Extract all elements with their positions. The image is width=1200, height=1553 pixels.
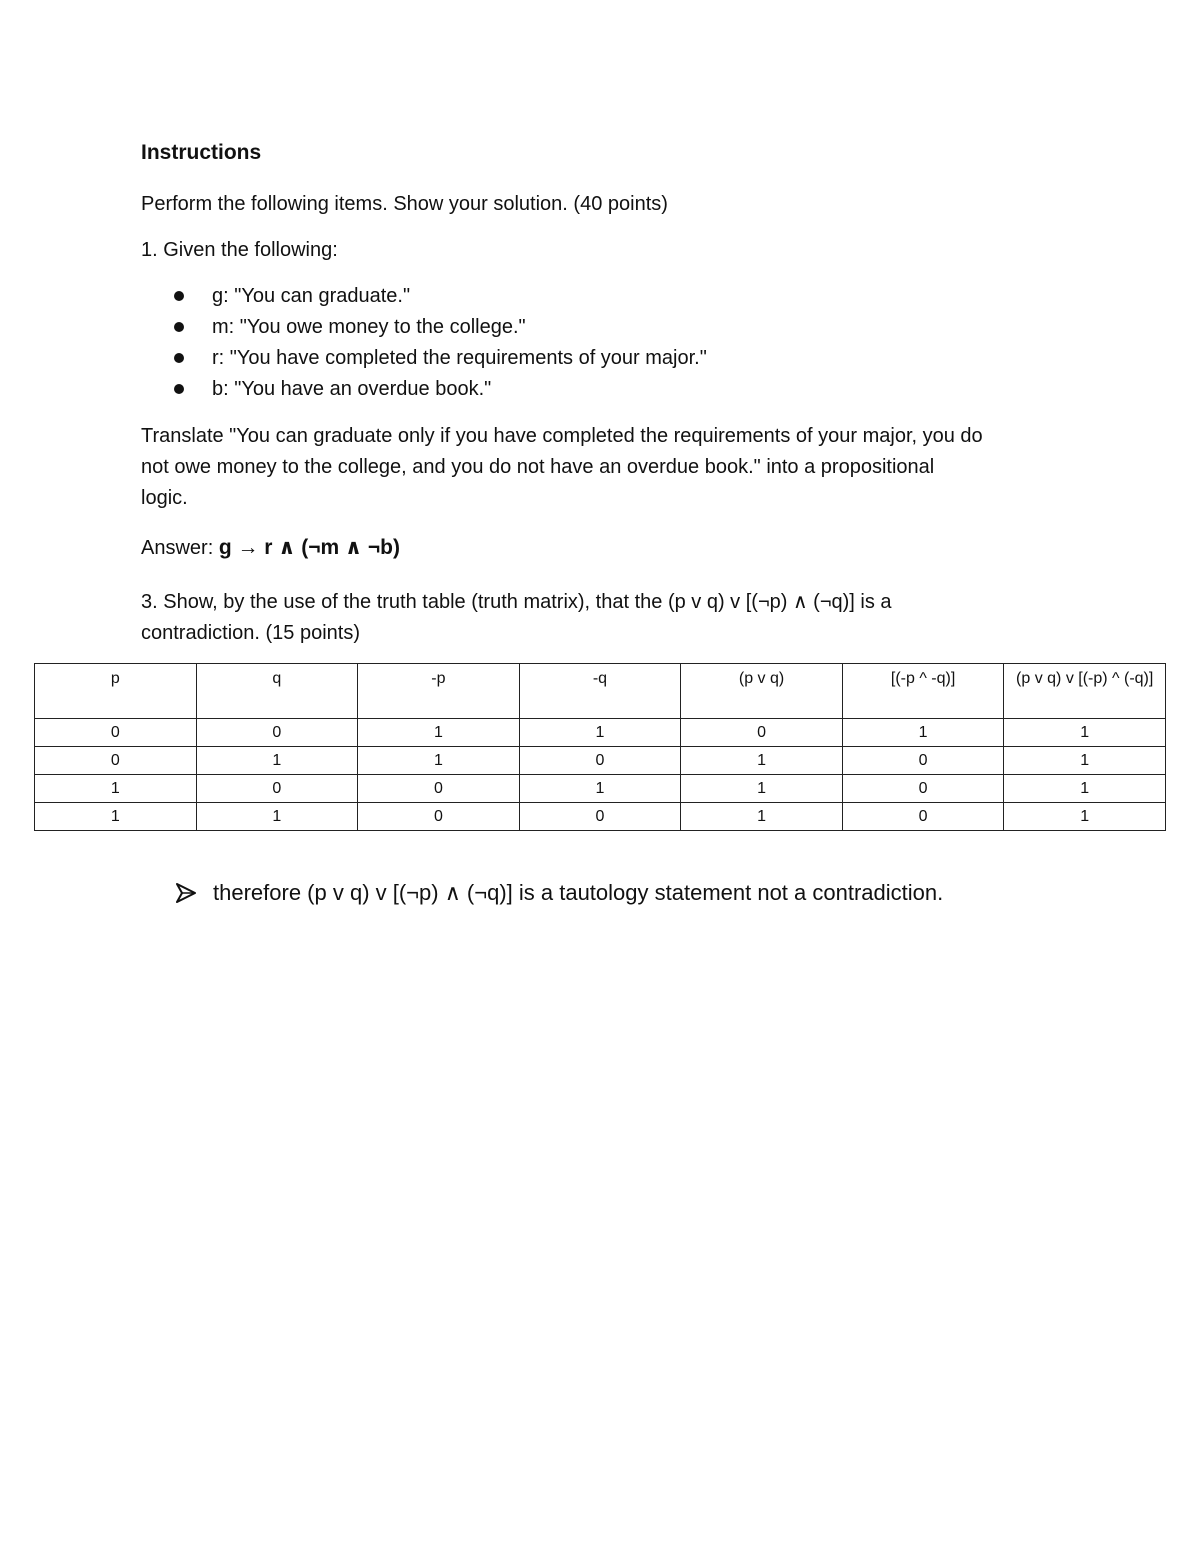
definitions-list [141,281,707,405]
table-cell: 0 [196,775,358,803]
list-item [141,312,707,343]
translate-line: Translate "You can graduate only if you have completed the requirements of your major, you do [141,425,983,447]
table-cell: 0 [358,803,520,831]
bullet-dot-icon [174,384,184,394]
truth-table [34,663,1166,831]
table-cell: 0 [842,747,1004,775]
table-cell: 1 [1004,775,1166,803]
column-header: -q [519,664,681,719]
table-cell: 0 [681,719,843,747]
table-cell: 0 [35,747,197,775]
bullet-dot-icon [174,353,184,363]
conclusion-line [175,878,943,908]
answer-label: Answer: [141,537,219,559]
definition-text: b: "You have an overdue book." [212,378,492,400]
table-cell: 0 [519,803,681,831]
list-item [141,343,707,374]
question-3-paragraph [141,587,1001,649]
column-header: (p v q) v [(-p) ^ (-q)] [1004,664,1166,719]
table-cell: 1 [358,719,520,747]
table-row [35,719,1166,747]
table-cell: 1 [842,719,1004,747]
table-cell: 1 [1004,803,1166,831]
table-cell: 1 [519,719,681,747]
conclusion-text: therefore (p v q) v [(¬p) ∧ (¬q)] is a tautology statement not a contradiction. [213,880,944,905]
table-cell: 1 [1004,719,1166,747]
table-row [35,775,1166,803]
table-cell: 1 [196,803,358,831]
table-cell: 1 [681,775,843,803]
question-3-line: contradiction. (15 points) [141,622,361,644]
table-cell: 0 [519,747,681,775]
arrowhead-bullet-icon [175,882,197,904]
column-header: -p [358,664,520,719]
table-cell: 1 [35,803,197,831]
table-cell: 1 [681,803,843,831]
table-cell: 1 [1004,747,1166,775]
bullet-dot-icon [174,322,184,332]
column-header: q [196,664,358,719]
item-1-label: 1. Given the following: [141,239,338,261]
answer-line [141,532,400,564]
table-cell: 1 [681,747,843,775]
answer-formula: g → r ∧ (¬m ∧ ¬b) [218,536,400,559]
table-cell: 0 [358,775,520,803]
table-header-row [35,664,1166,719]
column-header: [(-p ^ -q)] [842,664,1004,719]
list-item [141,281,707,312]
table-cell: 0 [35,719,197,747]
column-header: p [35,664,197,719]
column-header: (p v q) [681,664,843,719]
table-cell: 0 [196,719,358,747]
intro-text: Perform the following items. Show your solution. (40 points) [141,193,668,215]
question-3-line: 3. Show, by the use of the truth table (truth matrix), that the (p v q) v [(¬p) ∧ (¬q)] is a [141,591,892,613]
table-row [35,803,1166,831]
list-item [141,374,707,405]
table-row [35,747,1166,775]
table-cell: 1 [519,775,681,803]
table-cell: 0 [842,803,1004,831]
table-cell: 1 [358,747,520,775]
table-cell: 1 [196,747,358,775]
definition-text: r: "You have completed the requirements of your major." [212,347,707,369]
translate-line: not owe money to the college, and you do not have an overdue book." into a propositional [141,456,935,478]
definition-text: g: "You can graduate." [212,285,411,307]
table-cell: 0 [842,775,1004,803]
translate-paragraph [141,421,1071,514]
translate-line: logic. [141,487,188,509]
table-cell: 1 [35,775,197,803]
definition-text: m: "You owe money to the college." [212,316,526,338]
bullet-dot-icon [174,291,184,301]
heading-instructions: Instructions [141,141,262,164]
